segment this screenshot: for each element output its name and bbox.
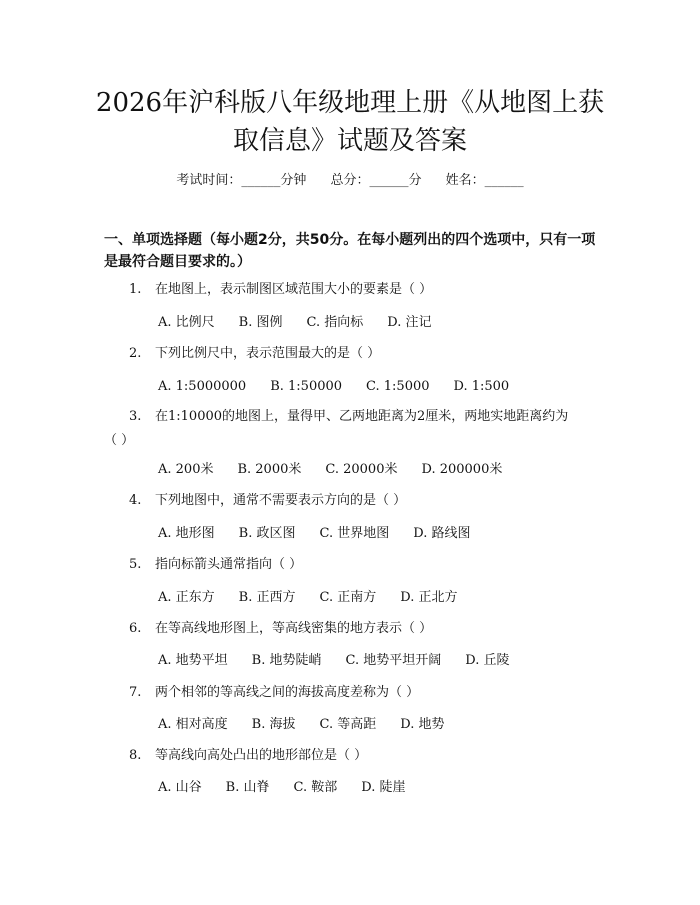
exam-title bbox=[60, 84, 640, 160]
option-d[interactable]: D. 1:500 bbox=[453, 379, 510, 394]
option-b[interactable]: B. 政区图 bbox=[238, 526, 296, 541]
question-number: 5. bbox=[129, 557, 142, 572]
option-b[interactable]: B. 海拔 bbox=[251, 717, 296, 732]
option-c[interactable]: C. 地势平坦开阔 bbox=[345, 653, 442, 668]
question-3 bbox=[104, 405, 604, 453]
option-a[interactable]: A. 比例尺 bbox=[158, 315, 215, 330]
question-4 bbox=[104, 489, 604, 513]
option-b[interactable]: B. 地势陡峭 bbox=[251, 653, 322, 668]
option-d[interactable]: D. 注记 bbox=[387, 315, 432, 330]
option-a[interactable]: A. 200米 bbox=[158, 462, 214, 477]
option-d[interactable]: D. 正北方 bbox=[400, 590, 458, 605]
question-text: 等高线向高处凸出的地形部位是（ ） bbox=[155, 748, 368, 763]
question-number: 8. bbox=[129, 748, 142, 763]
question-number: 2. bbox=[129, 346, 142, 361]
question-text: 下列地图中，通常不需要表示方向的是（ ） bbox=[155, 493, 407, 508]
question-3-options bbox=[158, 460, 618, 480]
option-c[interactable]: C. 鞍部 bbox=[293, 780, 338, 795]
question-5 bbox=[104, 553, 604, 577]
option-a[interactable]: A. 相对高度 bbox=[158, 717, 228, 732]
question-6 bbox=[104, 617, 604, 641]
question-text: 下列比例尺中，表示范围最大的是（ ） bbox=[155, 346, 381, 361]
option-b[interactable]: B. 2000米 bbox=[237, 462, 302, 477]
option-a[interactable]: A. 1:5000000 bbox=[158, 379, 247, 394]
question-text: 在等高线地形图上，等高线密集的地方表示（ ） bbox=[155, 621, 433, 636]
question-number: 4. bbox=[129, 493, 142, 508]
option-c[interactable]: C. 正南方 bbox=[319, 590, 377, 605]
option-d[interactable]: D. 丘陵 bbox=[465, 653, 510, 668]
option-c[interactable]: C. 20000米 bbox=[325, 462, 398, 477]
option-c[interactable]: C. 等高距 bbox=[319, 717, 377, 732]
question-number: 1. bbox=[129, 282, 142, 297]
option-a[interactable]: A. 地势平坦 bbox=[158, 653, 228, 668]
question-1 bbox=[104, 278, 604, 302]
exam-info-row bbox=[0, 169, 700, 188]
section-heading: 一、单项选择题（每小题2分，共50分。在每小题列出的四个选项中，只有一项是最符合题目要求的。） bbox=[104, 232, 596, 270]
option-d[interactable]: D. 路线图 bbox=[413, 526, 471, 541]
question-8-options bbox=[158, 778, 618, 798]
option-b[interactable]: B. 1:50000 bbox=[270, 379, 343, 394]
question-text: 两个相邻的等高线之间的海拔高度差称为（ ） bbox=[155, 685, 420, 700]
question-text: 在1:10000的地图上，量得甲、乙两地距离为2厘米，两地实地距离约为 bbox=[155, 409, 569, 424]
question-1-options bbox=[158, 313, 618, 333]
option-c[interactable]: C. 指向标 bbox=[306, 315, 364, 330]
option-b[interactable]: B. 山脊 bbox=[225, 780, 270, 795]
exam-title-line2: 取信息》试题及答案 bbox=[232, 126, 467, 156]
option-a[interactable]: A. 地形图 bbox=[158, 526, 215, 541]
exam-title-line1: 2026年沪科版八年级地理上册《从地图上获 bbox=[95, 88, 605, 118]
option-a[interactable]: A. 山谷 bbox=[158, 780, 202, 795]
option-d[interactable]: D. 200000米 bbox=[421, 462, 503, 477]
question-7-options bbox=[158, 715, 618, 735]
option-d[interactable]: D. 陡崖 bbox=[361, 780, 406, 795]
option-a[interactable]: A. 正东方 bbox=[158, 590, 215, 605]
question-text-continued: （ ） bbox=[104, 433, 135, 448]
question-6-options bbox=[158, 651, 618, 671]
question-text: 在地图上，表示制图区域范围大小的要素是（ ） bbox=[155, 282, 433, 297]
question-2 bbox=[104, 342, 604, 366]
student-name-field: 姓名：______ bbox=[445, 173, 524, 188]
question-5-options bbox=[158, 588, 618, 608]
question-7 bbox=[104, 681, 604, 705]
question-4-options bbox=[158, 524, 618, 544]
option-c[interactable]: C. 1:5000 bbox=[366, 379, 430, 394]
question-number: 3. bbox=[129, 409, 142, 424]
question-number: 6. bbox=[129, 621, 142, 636]
option-b[interactable]: B. 图例 bbox=[238, 315, 283, 330]
option-b[interactable]: B. 正西方 bbox=[238, 590, 296, 605]
exam-time-field: 考试时间：______分钟 bbox=[176, 173, 307, 188]
question-number: 7. bbox=[129, 685, 142, 700]
option-d[interactable]: D. 地势 bbox=[400, 717, 445, 732]
question-8 bbox=[104, 744, 604, 768]
total-score-field: 总分：______分 bbox=[330, 173, 422, 188]
question-2-options bbox=[158, 377, 618, 397]
question-text: 指向标箭头通常指向（ ） bbox=[155, 557, 303, 572]
option-c[interactable]: C. 世界地图 bbox=[319, 526, 390, 541]
